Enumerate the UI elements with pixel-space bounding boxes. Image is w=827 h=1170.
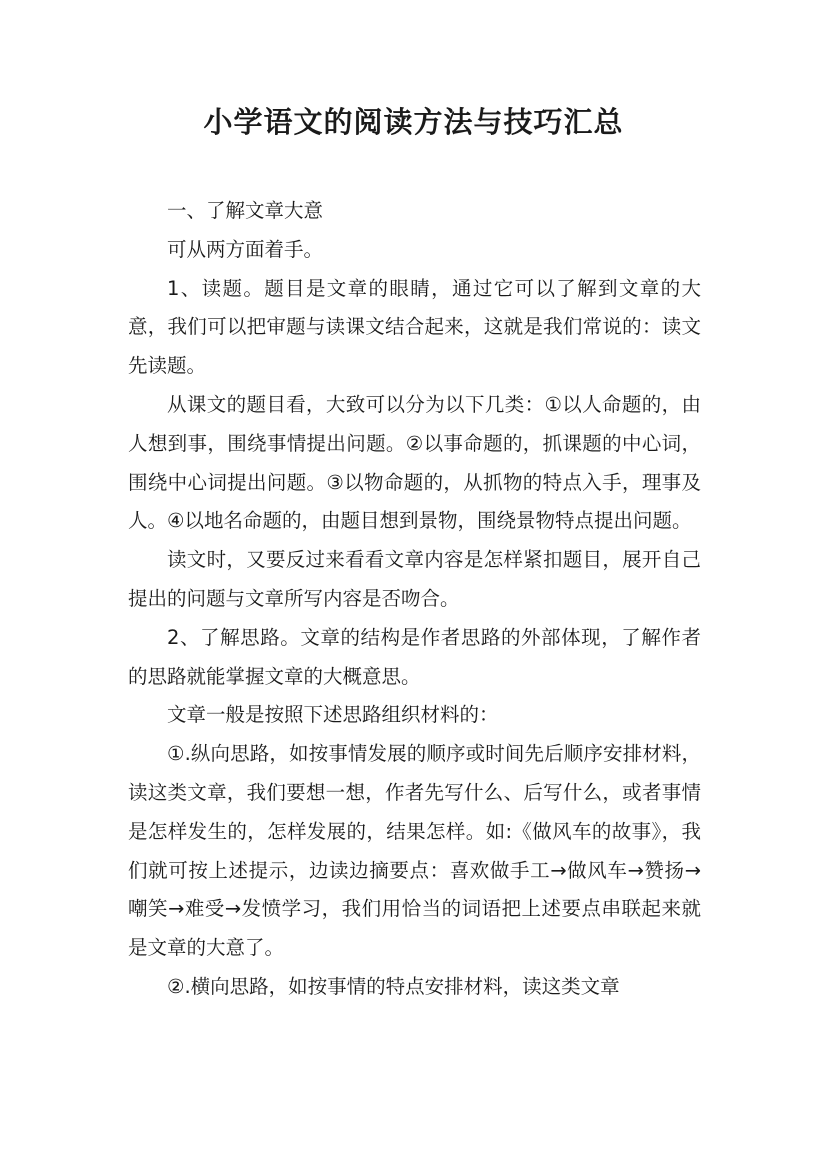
paragraph: ①.纵向思路，如按事情发展的顺序或时间先后顺序安排材料，读这类文章，我们要想一想，作者先写什么、后写什么，或者事情是怎样发生的，怎样发展的，结果怎样。如:《做风车的故事》，我们就可按上述提示，边读边摘要点：喜欢做手工→做风车→赞扬→嘲笑→难受→发愤学习，我们用恰当的词语把上述要点串联起来就是文章的大意了。: [128, 742, 701, 960]
paragraph: 文章一般是按照下述思路组织材料的：: [167, 703, 499, 727]
document-body: [128, 192, 701, 1007]
paragraph: 可从两方面着手。: [167, 237, 324, 261]
paragraph: ②.横向思路，如按事情的特点安排材料，读这类文章: [167, 974, 620, 998]
document-title: 小学语文的阅读方法与技巧汇总: [203, 105, 624, 139]
paragraph: 从课文的题目看，大致可以分为以下几类：①以人命题的，由人想到事，围绕事情提出问题。②以事命题的，抓课题的中心词，围绕中心词提出问题。③以物命题的，从抓物的特点入手，理事及人。④以地名命题的，由题目想到景物，围绕景物特点提出问题。: [128, 392, 701, 533]
paragraph: 2、了解思路。文章的结构是作者思路的外部体现，了解作者的思路就能掌握文章的大概意思。: [128, 625, 701, 688]
paragraph: 读文时，又要反过来看看文章内容是怎样紧扣题目，展开自己提出的问题与文章所写内容是否吻合。: [128, 548, 701, 610]
paragraph: 1、读题。题目是文章的眼睛，通过它可以了解到文章的大意，我们可以把审题与读课文结合起来，这就是我们常说的：读文先读题。: [128, 276, 701, 378]
section-heading: 一、了解文章大意: [167, 199, 324, 222]
